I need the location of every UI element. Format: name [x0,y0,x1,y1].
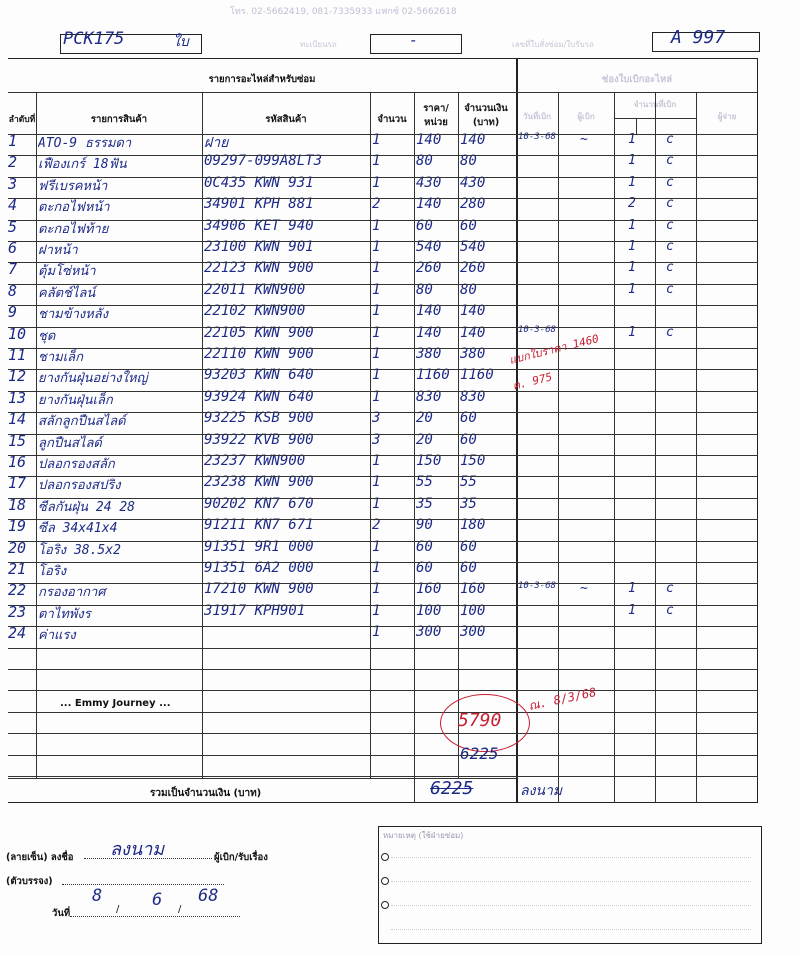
vehicle-code: PCK175 [63,29,125,49]
grid-line [8,391,516,392]
cell-amount: 140 [460,132,486,148]
col-price: ราคา/หน่วย [423,103,449,128]
revised-total: 6225 [460,744,499,763]
cell-amount: 830 [460,388,486,405]
grid-line [696,92,697,803]
grid-line [202,92,203,778]
cell-amount: 60 [460,431,477,448]
cell-no: 14 [8,410,27,429]
cell-amount: 140 [460,303,486,320]
col-no: ลำดับที่ [8,115,36,125]
cell-no: 10 [8,324,27,343]
section-title: รายการอะไหล่สำหรับซ่อม [208,74,316,85]
date-sep-2: / [178,904,182,915]
grid-line [516,134,758,135]
cell-qty: 1 [372,324,381,341]
grid-line [516,776,758,777]
cell-item: ฝาหน้า [38,243,78,258]
cell-no: 19 [8,517,27,536]
total-label: รวมเป็นจำนวนเงิน (บาท) [150,788,262,799]
grid-line [516,220,758,221]
cell-r3: 2 [628,196,636,212]
cell-item: กรองอากาศ [38,585,106,601]
cell-price: 140 [416,132,442,148]
cell-qty: 1 [372,132,381,148]
red-note-2: ค. 975 [511,370,554,393]
cell-qty: 1 [372,602,381,619]
grid-line [636,118,637,134]
cell-r1: 10-3-68 [518,581,556,592]
grid-line [8,327,516,328]
bullet-icon [381,877,389,885]
grid-line [516,391,758,392]
cell-amount: 80 [460,281,477,298]
grid-line [8,605,516,606]
cell-item: ปลอกรองสลัก [38,457,115,472]
grid-line [516,434,758,435]
grid-line [8,412,516,413]
cell-code: 22123 KWN 900 [204,260,314,277]
cell-item: ชามข้างหลัง [38,307,109,323]
cell-amount: 430 [460,174,486,191]
grid-line [516,412,758,413]
grid-line [8,455,516,456]
grid-line [516,155,758,156]
bullet-icon [381,853,389,861]
grid-line [8,648,516,649]
cell-r4: c [666,174,674,190]
grid-line [8,177,516,178]
cell-amount: 180 [460,517,486,534]
cell-price: 100 [416,602,442,619]
cell-item: โอริง [38,564,67,579]
grid-line [458,92,459,778]
cell-r4: c [666,324,674,340]
cell-qty: 1 [372,538,381,555]
cell-code: 17210 KWN 900 [204,581,314,598]
grid-line [516,626,758,627]
cell-qty: 1 [372,453,381,469]
cell-no: 6 [8,239,18,257]
note-line [391,857,751,858]
cell-no: 8 [8,281,18,300]
grid-line [8,562,516,563]
cell-r3: 1 [628,132,636,147]
name-line [62,884,224,885]
cell-price: 20 [416,410,433,427]
cell-r4: c [666,260,674,276]
grid-line [516,755,758,756]
cell-price: 160 [416,581,442,598]
grid-line [414,778,415,803]
cell-code: 23238 KWN 900 [204,474,314,491]
grid-line [8,198,516,199]
cell-r3: 1 [628,324,636,340]
cell-code: 91351 9R1 000 [204,538,314,555]
col-code: รหัสสินค้า [265,114,307,125]
grid-line [8,434,516,435]
grid-line [8,220,516,221]
grid-line [8,733,516,734]
right-col1: วันที่เบิก [523,112,551,121]
cell-r3: 1 [628,217,636,233]
cell-code: 22105 KWN 900 [204,324,314,341]
grid-line [614,92,615,803]
grid-line [8,776,516,777]
cell-no: 3 [8,174,18,193]
grid-line [516,733,758,734]
cell-price: 20 [416,431,433,448]
grid-line [614,118,696,119]
cell-amount: 280 [460,196,486,213]
grid-line [8,669,516,670]
cell-r3: 1 [628,581,636,597]
cell-price: 1160 [416,367,450,384]
cell-item: ยางกันฝุ่นเล็ก [38,392,113,408]
right-col2: ผู้เบิก [577,112,595,121]
cell-code: 91351 6A2 000 [204,560,314,576]
cell-amount: 160 [460,581,486,598]
grid-line [8,369,516,370]
cell-price: 80 [416,281,433,298]
grid-line [516,241,758,242]
cell-no: 15 [8,431,27,450]
cell-price: 830 [416,388,442,405]
cell-no: 24 [8,624,27,643]
cell-code: 93924 KWN 640 [204,388,314,405]
cell-amount: 300 [460,624,486,641]
cell-price: 300 [416,624,442,641]
name-label: (ตัวบรรจง) [6,876,53,887]
grid-line [8,583,516,584]
cell-no: 2 [8,153,18,172]
grid-line [516,177,758,178]
cell-qty: 1 [372,174,381,191]
cell-amount: 60 [460,538,477,555]
watermark-text: ... Emmy Journey ... [60,698,171,709]
cell-no: 16 [8,453,27,471]
header-bar [0,0,800,22]
cell-price: 140 [416,324,442,341]
grid-line [370,92,371,778]
grid-line [8,690,516,691]
cell-code: 0C435 KWN 931 [204,174,314,191]
grid-line [8,498,516,499]
cell-item: ปลอกรองสปริง [38,478,121,494]
grid-line [516,305,758,306]
grid-line [414,92,415,778]
cell-qty: 1 [372,303,381,320]
cell-item: ค่าแรง [38,628,76,644]
cell-no: 20 [8,538,27,557]
col-qty: จำนวน [377,114,407,125]
grid-line [8,626,516,627]
grid-line [655,92,656,803]
cell-qty: 2 [372,196,381,213]
cell-price: 380 [416,346,442,362]
cell-qty: 1 [372,495,381,512]
cell-amount: 140 [460,324,486,341]
cell-code: 22110 KWN 900 [204,346,314,362]
grid-line [516,648,758,649]
cell-amount: 540 [460,239,486,255]
date-year: 68 [198,886,219,906]
circled-value: 5790 [458,710,502,731]
plate-box [370,31,462,54]
cell-no: 4 [8,196,18,215]
total-signature: ลงนาม [520,783,563,799]
cell-r4: c [666,602,674,618]
cell-r3: 1 [628,260,636,276]
cell-price: 60 [416,560,433,576]
cell-r4: c [666,581,674,597]
cell-price: 260 [416,260,442,277]
vehicle-extra: ใบ [173,34,189,50]
cell-r3: 1 [628,174,636,190]
cell-qty: 1 [372,281,381,298]
cell-no: 1 [8,132,18,150]
cell-qty: 1 [372,239,381,255]
cell-code: 22011 KWN900 [204,281,306,298]
cell-r1: 10-3-68 [518,132,556,142]
cell-code: 34901 KPH 881 [204,196,314,213]
grid-line [8,755,516,756]
cell-amount: 260 [460,260,486,277]
grid-line [8,305,516,306]
grid-line [8,262,516,263]
cell-item: ซีล 34x41x4 [38,521,118,537]
cell-r4: c [666,132,674,147]
cell-item: ยางกันฝุ่นอย่างใหญ่ [38,371,148,387]
order-number: A 997 [671,27,726,48]
cell-price: 140 [416,303,442,320]
total-value: 6225 [430,778,474,799]
cell-code: 31917 KPH901 [204,602,306,619]
cell-code: 22102 KWN900 [204,303,306,320]
cell-price: 55 [416,474,433,491]
cell-amount: 35 [460,495,477,512]
cell-item: ชุด [38,328,56,344]
right-col3: จำนวนที่เบิก [633,100,677,109]
grid-line [8,519,516,520]
cell-price: 35 [416,495,433,512]
grid-line [516,541,758,542]
date-day: 8 [92,886,103,906]
date-label: วันที่ [52,908,71,919]
cell-amount: 55 [460,474,477,491]
circled-date: ณ. 8/3/68 [527,684,598,714]
grid-line [8,712,516,713]
cell-price: 140 [416,196,442,213]
date-month: 6 [152,890,163,910]
cell-price: 430 [416,174,442,191]
cell-no: 23 [8,602,27,621]
grid-line [516,198,758,199]
grid-line [516,519,758,520]
cell-code: 91211 KN7 671 [204,517,314,534]
grid-line [516,284,758,285]
grid-line [516,605,758,606]
cell-qty: 1 [372,367,381,384]
grid-line [516,369,758,370]
grid-line [516,498,758,499]
cell-r3: 1 [628,281,636,297]
cell-item: ฟรีเบรคหน้า [38,178,108,194]
cell-code: 23100 KWN 901 [204,239,314,255]
cell-qty: 1 [372,217,381,234]
cell-no: 18 [8,495,27,514]
cell-code: 93922 KVB 900 [204,431,314,448]
cell-r2: ~ [580,132,588,147]
cell-r2: ~ [580,581,588,597]
cell-item: ลูกปืนสไลด์ [38,435,102,451]
cell-r4: c [666,217,674,233]
cell-qty: 1 [372,153,381,170]
cell-price: 80 [416,153,433,170]
note-line [391,881,751,882]
cell-r4: c [666,153,674,169]
cell-amount: 80 [460,153,477,170]
grid-line [516,327,758,328]
cell-no: 13 [8,388,27,407]
sign-value: ลงนาม [110,839,165,860]
grid-line [8,241,516,242]
right-col4: ผู้จ่าย [717,112,737,121]
note-line [391,929,751,930]
cell-item: ตุ้มโซ่หน้า [38,264,96,280]
grid-line [8,92,516,93]
notes-title: หมายเหตุ (ใช้ฝ่ายซ่อม) [383,831,464,840]
plate-label: ทะเบียนรถ [300,40,337,49]
cell-amount: 1160 [460,367,494,384]
cell-qty: 1 [372,624,381,641]
cell-no: 17 [8,474,27,493]
cell-item: ATO-9 ธรรมดา [38,136,132,151]
col-amount: จำนวนเงิน (บาท) [464,103,508,128]
bullet-icon [381,901,389,909]
cell-no: 7 [8,260,18,279]
grid-line [516,669,758,670]
order-label: เลขที่ใบสั่งซ่อม/ใบรับรถ [512,40,594,49]
grid-line [8,155,516,156]
cell-no: 5 [8,217,18,236]
col-item: รายการสินค้า [90,114,148,125]
cell-r4: c [666,239,674,254]
sign-label: (ลายเซ็น) ลงชื่อ [6,852,74,863]
grid-line [516,455,758,456]
header-phone: โทร. 02-5662419, 081-7335933 แฟกซ์ 02-5662618 [230,7,457,17]
cell-no: 12 [8,367,27,386]
cell-item: โอริง 38.5x2 [38,542,121,558]
plate-value: - [409,31,419,49]
cell-qty: 1 [372,388,381,405]
cell-qty: 1 [372,474,381,491]
cell-price: 60 [416,217,433,234]
grid-line [8,476,516,477]
cell-r4: c [666,196,674,212]
cell-price: 60 [416,538,433,555]
cell-qty: 2 [372,517,381,534]
grid-line [36,92,37,778]
cell-no: 11 [8,346,27,364]
grid-line [516,262,758,263]
grid-line [8,348,516,349]
cell-price: 150 [416,453,442,469]
grid-line [516,712,758,713]
cell-r3: 1 [628,153,636,169]
cell-item: ตะกอไฟหน้า [38,200,110,216]
cell-code: 23237 KWN900 [204,453,306,469]
cell-qty: 3 [372,410,381,427]
cell-amount: 60 [460,217,477,234]
grid-line [8,541,516,542]
cell-code: 09297-099A8LT3 [204,153,323,170]
grid-line [516,476,758,477]
notes-box [378,826,762,944]
cell-code: 93225 KSB 900 [204,410,314,427]
note-line [391,905,751,906]
cell-qty: 3 [372,431,381,448]
cell-item: ซีลกันฝุ่น 24 28 [38,499,136,515]
cell-item: ตะกอไฟท้าย [38,221,109,237]
cell-no: 22 [8,581,27,600]
cell-no: 21 [8,560,27,578]
cell-amount: 60 [460,560,477,576]
cell-item: คลัตช์ไลน์ [38,285,96,301]
cell-no: 9 [8,303,18,322]
cell-item: เฟืองเกร์ 18ฟัน [38,157,127,173]
sign-role: ผู้เบิก/รับเรื่อง [214,852,268,863]
cell-qty: 1 [372,581,381,598]
cell-price: 90 [416,517,433,534]
cell-code: ฝาย [204,135,229,151]
grid-line [516,562,758,563]
cell-amount: 150 [460,453,486,469]
red-note-1: แบกใบราคา 1460 [507,332,601,367]
right-section-title: ช่องใบเบิกอะไหล่ [601,74,673,85]
cell-amount: 60 [460,410,477,427]
order-box [652,27,760,52]
cell-qty: 1 [372,560,381,576]
cell-r1: 10-3-68 [518,324,556,335]
cell-r3: 1 [628,602,636,618]
grid-line [516,92,758,93]
cell-code: 93203 KWN 640 [204,367,314,384]
cell-amount: 100 [460,602,486,619]
cell-r3: 1 [628,239,636,254]
cell-code: 34906 KET 940 [204,217,314,234]
cell-amount: 380 [460,346,486,362]
cell-item: สลักลูกปืนสไลด์ [38,414,126,430]
cell-code: 90202 KN7 670 [204,495,314,512]
grid-line [8,284,516,285]
date-line [70,916,240,917]
grid-line [8,134,516,135]
cell-r4: c [666,281,674,297]
date-sep-1: / [116,904,120,915]
grid-line [516,583,758,584]
cell-item: ชามเล็ก [38,350,83,365]
cell-qty: 1 [372,260,381,277]
cell-price: 540 [416,239,442,255]
cell-qty: 1 [372,346,381,362]
vehicle-box [60,29,202,54]
cell-item: ตาไทพังร [38,606,91,622]
